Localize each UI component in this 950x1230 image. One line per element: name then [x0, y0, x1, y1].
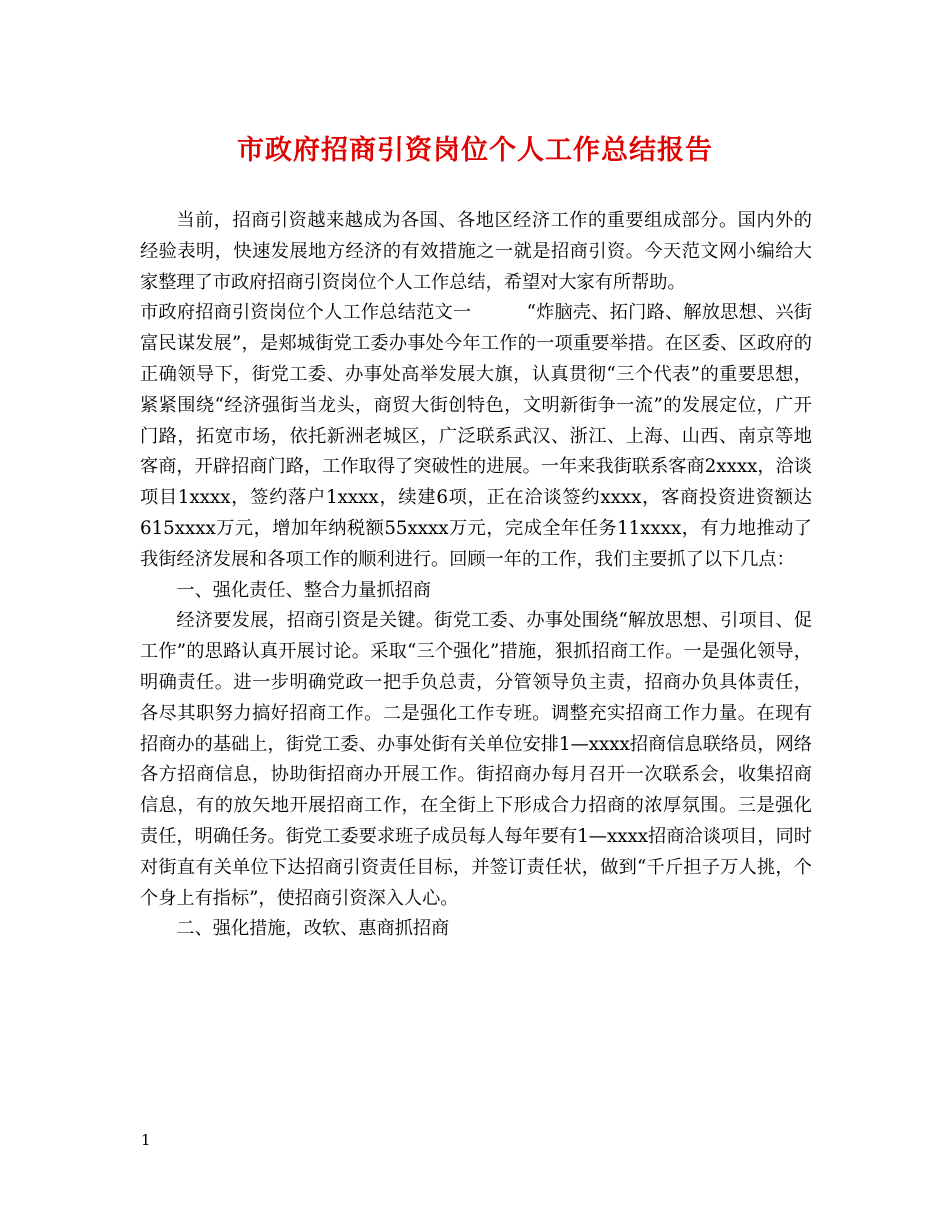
section-heading-two: 二、强化措施，改软、惠商抓招商	[176, 918, 450, 940]
intro-paragraph: 当前，招商引资越来越成为各国、各地区经济工作的重要组成部分。国内外的经验表明，快速发展地方经济的有效措施之一就是招商引资。今天范文网小编给大家整理了市政府招商引资岗位个人工作总结，希望对大家有所帮助。	[140, 210, 812, 293]
sample-one-paragraph: 市政府招商引资岗位个人工作总结范文一 “炸脑壳、拓门路、解放思想、兴街富民谋发展”，是郏城街党工委办事处今年工作的一项重要举措。在区委、区政府的正确领导下，街党工委、办事处高举发展大旗，认真贯彻“三个代表”的重要思想，紧紧围绕“经济强街当龙头，商贸大街创特色，文明新街争一流”的发展定位，广开门路，拓宽市场，依托新洲老城区，广泛联系武汉、浙江、上海、山西、南京等地客商，开辟招商门路，工作取得了突破性的进展。一年来我街联系客商2xxxx，洽谈项目1xxxx，签约落户1xxxx，续建6项，正在洽谈签约xxxx，客商投资进资额达615xxxx万元，增加年纳税额55xxxx万元，完成全年任务11xxxx，有力地推动了我街经济发展和各项工作的顺利进行。回顾一年的工作，我们主要抓了以下几点：	[140, 302, 812, 570]
section-one-paragraph: 经济要发展，招商引资是关键。街党工委、办事处围绕“解放思想、引项目、促工作”的思路认真开展讨论。采取“三个强化”措施，狠抓招商工作。一是强化领导，明确责任。进一步明确党政一把手负总责，分管领导负主责，招商办负具体责任，各尽其职努力搞好招商工作。二是强化工作专班。调整充实招商工作力量。在现有招商办的基础上，街党工委、办事处街有关单位安排1—xxxx招商信息联络员，网络各方招商信息，协助街招商办开展工作。街招商办每月召开一次联系会，收集招商信息，有的放矢地开展招商工作，在全街上下形成合力招商的浓厚氛围。三是强化责任，明确任务。街党工委要求班子成员每人每年要有1—xxxx招商洽谈项目，同时对街直有关单位下达招商引资责任目标，并签订责任状，做到“千斤担子万人挑，个个身上有指标”，使招商引资深入人心。	[140, 610, 812, 909]
document-body	[140, 206, 812, 945]
document-title: 市政府招商引资岗位个人工作总结报告	[237, 135, 713, 166]
section-heading-one: 一、强化责任、整合力量抓招商	[176, 579, 432, 601]
page-number: 1	[141, 1131, 151, 1149]
